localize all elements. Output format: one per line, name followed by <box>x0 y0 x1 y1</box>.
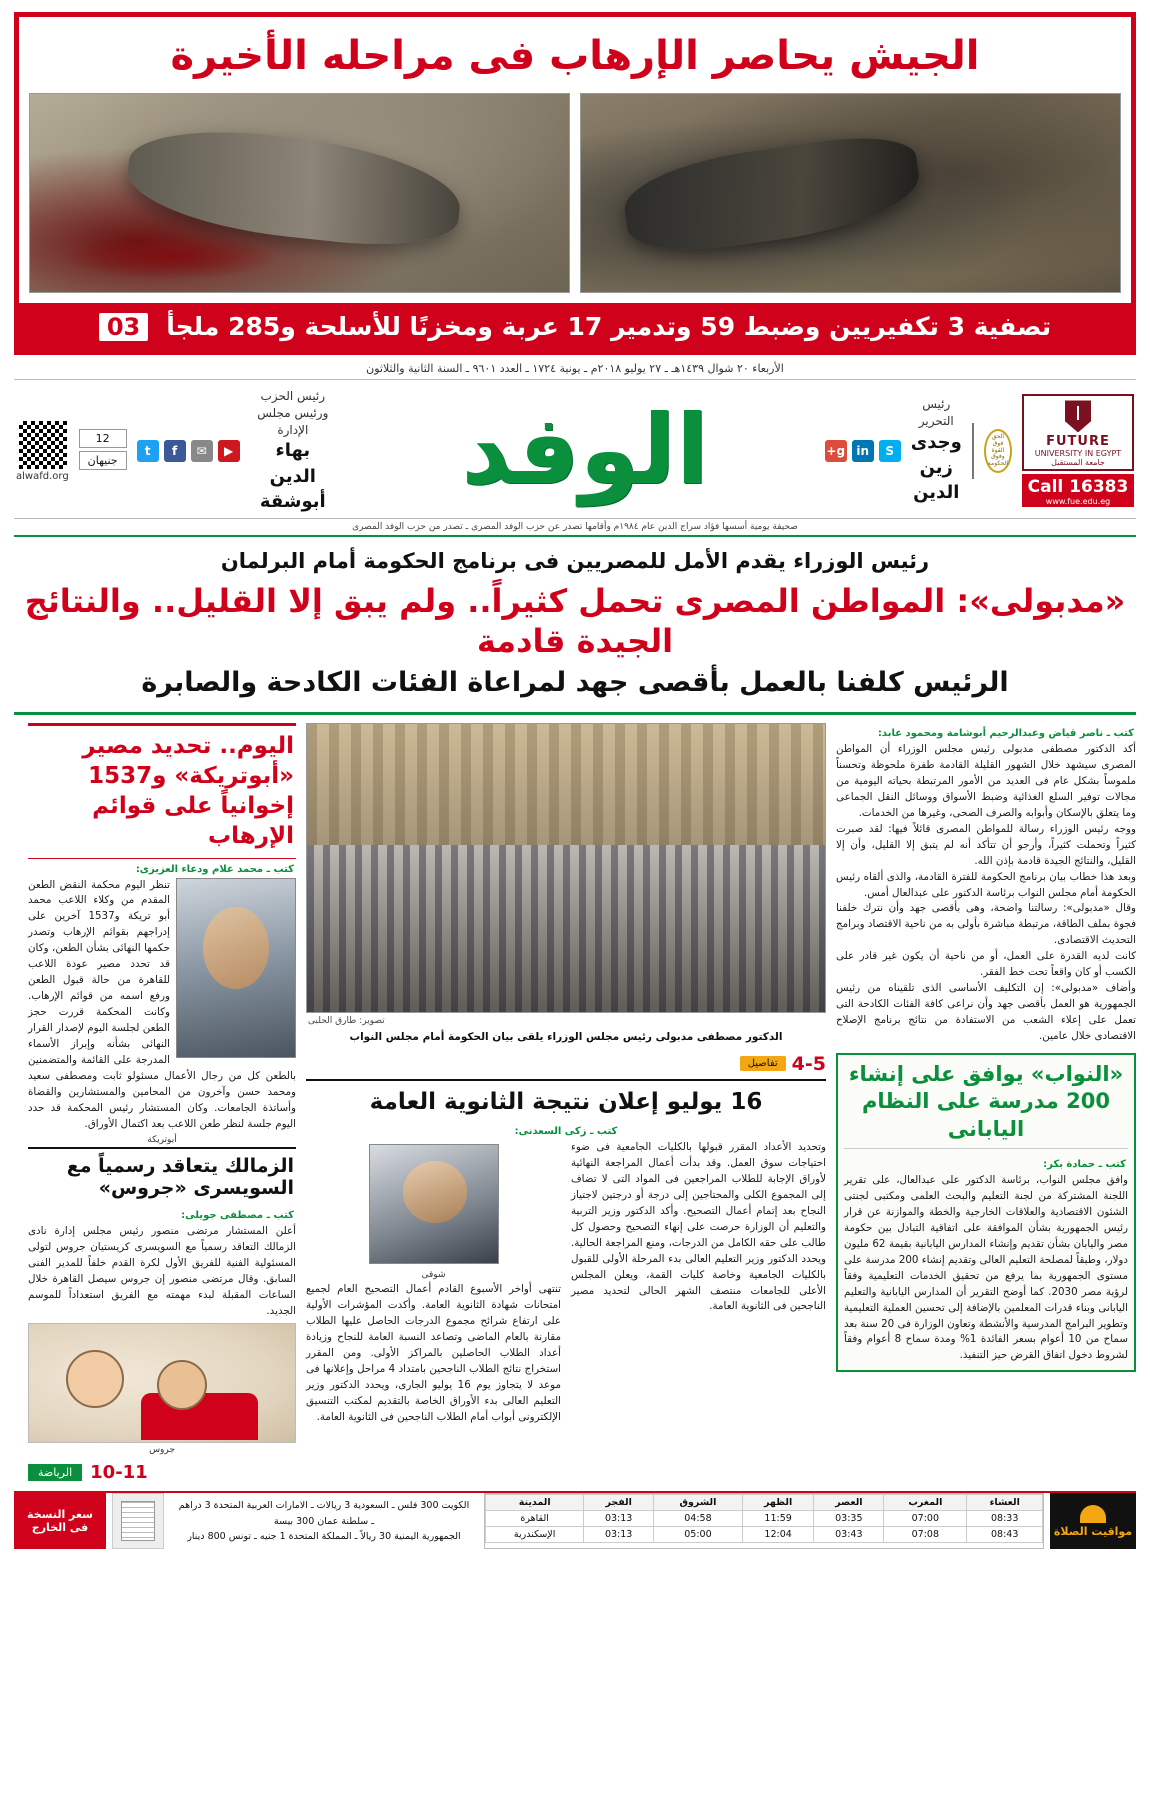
university-name: FUTURE <box>1046 434 1110 450</box>
price-label: جنيهان <box>79 451 127 470</box>
prayer-times-label: مواقيت الصلاة <box>1053 1524 1133 1538</box>
masthead-ad-block <box>826 394 1134 507</box>
banner-strip-page: 03 <box>99 313 148 341</box>
youtube-icon[interactable]: ▶ <box>218 440 240 462</box>
cartoon-face-1 <box>66 1350 124 1408</box>
left-body-5: كانت لديه القدرة على العمل، أو من ناحية أن يكون غير قادر على الكسب أو كان واقعاً تحت خط الفقر. <box>836 950 1136 979</box>
foreign-prices <box>170 1493 478 1549</box>
zamalek-body: أعلن المستشار مرتضى منصور رئيس مجلس إدارة نادى الزمالك التعاقد رسمياً مع السويسرى كريستيان جروس لتولى المسئولية الفنية للفريق الأول لكرة القدم خلفاً للمدير الفنى السابق. وقال مرتضى منصور إن جروس سيصل القاهرة خلال الساعات المقبلة لبدء مهمته مع الفريق استعداداً للموسم الجديد. <box>28 1224 296 1317</box>
photo-caption: الدكتور مصطفى مدبولى رئيس مجلس الوزراء يلقى بيان الحكومة أمام مجلس النواب <box>349 1030 783 1043</box>
university-logo[interactable] <box>1022 394 1134 471</box>
cell-sunrise: 04:58 <box>654 1511 743 1527</box>
prayer-th-sunrise: الشروق <box>654 1495 743 1511</box>
prayer-header-row <box>486 1495 1043 1511</box>
center-column <box>306 723 826 1426</box>
details-pill: تفاصيل <box>740 1056 786 1071</box>
abutrika-portrait <box>176 878 296 1058</box>
details-tag[interactable] <box>306 1049 826 1079</box>
editor-block <box>911 396 962 505</box>
thanaweya-headline: 16 يوليو إعلان نتيجة الثانوية العامة <box>306 1079 826 1121</box>
masthead-title-block <box>346 394 824 507</box>
left-body-2: ووجه رئيس الوزراء رسالة للمواطن المصرى قائلاً فيها: لقد صبرت كثيراً وتحملت كثيراً، وأرجو أن تتأكد أنه لم يتبق إلا القليل، وأن إلا القليل، والنتائج الجيدة قادمة بإذن الله. <box>836 822 1136 867</box>
prayer-th-fajr: الفجر <box>584 1495 654 1511</box>
left-body-4: وقال «مدبولى»: رسالتنا واضحة، وهى بأقصى جهد وأن نترك خلفنا فجوة بملف الطاقة، مرتبطة مباشرة بأولى به من ناحية الاقتصاد وبرامج التحديث الاقتصادى. <box>836 902 1136 947</box>
thanaweya-text-2: وتحديد الأعداد المقرر قبولها بالكليات الجامعية فى ضوء احتياجات سوق العمل. وقد بدأت أعمال المراجعة النهائية لأوراق الإجابة للطلاب المراجعين فى المواد التى لا تضاف إلى المجموع الكلى والمحتاجين إلى درجة أو درجتين لاجتياز النجاح بعد إتمام أعمال التصحيح. وأكد الدكتور وزير التربية والتعليم أن الوزارة حرصت على إنهاء التصحيح وحصول كل طالب على حقه الكامل من الدرجات، ومنع المراجعة الحالية. ويحدد الدكتور وزير التعليم العالى بدء المرحلة الأولى للقبول بالكليات الجامعية وخاصة كليات القمة، ويعلن المجلس الأعلى للجامعات منتصف الشهر الحالى لتحديد مصير الناجحين فى الثانوية العامة. <box>571 1140 826 1313</box>
website-url[interactable]: alwafd.org <box>16 471 69 483</box>
cell-maghrib: 07:00 <box>884 1511 967 1527</box>
zamalek-headline: الزمالك يتعاقد رسمياً مع السويسرى «جروس» <box>28 1147 296 1205</box>
cell-fajr: 03:13 <box>584 1527 654 1543</box>
prices-line-1: الكويت 300 فلس ـ السعودية 3 ريالات ـ الامارات العربية المتحدة 3 دراهم ـ سلطنة عمان 300 بيسة <box>178 1500 470 1527</box>
editor-role: رئيس التحرير <box>918 397 954 429</box>
call-box[interactable] <box>1022 474 1134 507</box>
abutrika-caption: أبوتريكة <box>147 1134 177 1145</box>
cell-maghrib: 07:08 <box>884 1527 967 1543</box>
minister-caption: شوقى <box>421 1269 446 1280</box>
banner-photo-left <box>580 93 1121 293</box>
mail-icon[interactable]: ✉ <box>191 440 213 462</box>
cell-asr: 03:35 <box>814 1511 884 1527</box>
prayer-times-table <box>484 1493 1044 1549</box>
skype-icon[interactable]: S <box>879 440 901 462</box>
cell-fajr: 03:13 <box>584 1511 654 1527</box>
cell-city: الإسكندرية <box>486 1527 584 1543</box>
table-row <box>486 1511 1043 1527</box>
mosque-icon <box>1080 1505 1106 1523</box>
chairman-name: بهاء الدين أبوشقة <box>259 440 326 512</box>
japan-schools-body: وافق مجلس النواب، برئاسة الدكتور على عبدالعال، على تقرير اللجنة المشتركة من لجنة التعليم والبحث العلمى ومكتبى لجنتى الشئون الاقتصادية والعلاقات الخارجية والخطة والموازنة عن قرار رئيس الجمهورية بشأن الموافقة على اتفاقية التبادل بين حكومة مصر واليابان بشأن تقديم وإنشاء المدارس اليابانية بقيمة 62 مليون دولار، وطبقاً لمصلحة التعليم العالى وتقديم إنشاء 200 مدرسة على مستوى الجمهورية بما يرفع من تحقيق الخدمات التعليمية وفقاً لرؤية مصر 2030. كما أوضح التقرير أن المدارس اليابانية والتعليم اليابانى وبناء قدرات المعلمين بالإضافة إلى تحسين العملية التعليمية وتطوير البرامج المدرسية والأنشطة وتعاون الوزارة فى 20 سنة بعد سماح من 10 أعوام بسعر الفائدة 1% ومدة سماح 8 أعوام وفقاً لشروط دخول اتفاق القرض حيز التنفيذ. <box>844 1173 1128 1362</box>
sports-tag[interactable] <box>28 1457 296 1483</box>
left-column <box>836 723 1136 1372</box>
parliament-photo <box>306 723 826 1013</box>
cell-asr: 03:43 <box>814 1527 884 1543</box>
pages-count: 12 <box>79 429 127 448</box>
sports-pages: 10-11 <box>90 1462 148 1484</box>
left-body-1: أكد الدكتور مصطفى مدبولى رئيس مجلس الوزراء أن المواطن المصرى سيشهد خلال الشهور القليلة القادمة طفرة ملحوظة وتحسناً ملموساً بشكل عام فى العديد من الأمور المرتبطة بحياته اليومية من مجالات توفير السلع الغذائية وضبط الأسواق ووسائل النقل الجماعى وما يتعلق بالإسكان وأبوابه والصرف الصحى، وغيرها من الخدمات. <box>836 742 1136 819</box>
cell-sunrise: 05:00 <box>654 1527 743 1543</box>
banner-strip <box>19 303 1131 350</box>
abutrika-byline: كتب ـ محمد علام ودعاء العزيزى: <box>135 863 294 875</box>
divider <box>14 712 1136 715</box>
prayer-th-dhuhr: الظهر <box>742 1495 814 1511</box>
thanaweya-col-2 <box>571 1140 826 1426</box>
banner-photo-row <box>29 93 1121 303</box>
prayer-times-logo <box>1050 1493 1136 1549</box>
sports-pill: الرياضة <box>28 1464 82 1481</box>
thanaweya-text-1: تنتهى أواخر الأسبوع القادم أعمال التصحيح العام لجميع امتحانات شهادة الثانوية العامة. وأكدت المؤشرات الأولية على ارتفاع شرائح مجموع الدرجات الحاصل عليها الطلاب مقارنة بالعام الماضى وتصاعد النسبة العامة للنجاح وزيادة أعداد الطلاب الحاصلين بالمراكز الأولى. ومن المقرر استخراج نتائج الطلاب الناجحين بامتداد 4 مراحل وإعلانها فى موعد لا يتجاوز يوم 16 يوليو الجارى، ويحدد الدكتور وزير التعليم العالى بدء الأوراق الخاصة بالتقديم لمكتب التنسيق الإلكترونى أبواب أمام الطلاب الناجحين فى الثانوية العامة. <box>306 1282 561 1423</box>
banner-strip-text: تصفية 3 تكفيريين وضبط 59 وتدمير 17 عربة ومخزنًا للأسلحة و285 ملجأ <box>166 312 1052 341</box>
facebook-icon[interactable]: f <box>164 440 186 462</box>
university-url[interactable]: www.fue.edu.eg <box>1045 497 1111 507</box>
banner-headline: الجيش يحاصر الإرهاب فى مراحله الأخيرة <box>170 33 980 79</box>
japan-schools-byline: كتب ـ حمادة بكر: <box>1043 1158 1126 1170</box>
motto-badge: الحق فوق القوة وفوق الحكومة <box>984 429 1012 473</box>
chairman-block <box>250 388 336 514</box>
prayer-th-isha: العشاء <box>967 1495 1043 1511</box>
minister-portrait <box>369 1144 499 1264</box>
social-links-left <box>825 440 901 462</box>
university-sub-ar: جامعة المستقبل <box>1051 458 1105 468</box>
japan-schools-headline: «النواب» يوافق على إنشاء 200 مدرسة على النظام اليابانى <box>848 1062 1124 1141</box>
prayer-th-asr: العصر <box>814 1495 884 1511</box>
prayer-th-maghrib: المغرب <box>884 1495 967 1511</box>
cell-dhuhr: 11:59 <box>742 1511 814 1527</box>
newspaper-icon <box>112 1493 164 1549</box>
thanaweya-byline: كتب ـ زكى السعدنى: <box>514 1125 618 1137</box>
banner-photo-right <box>29 93 570 293</box>
details-pages: 4-5 <box>791 1052 826 1075</box>
call-number: 16383 <box>1069 477 1129 498</box>
linkedin-icon[interactable]: in <box>852 440 874 462</box>
lead-kicker: رئيس الوزراء يقدم الأمل للمصريين فى برنامج الحكومة أمام البرلمان <box>220 548 930 573</box>
lead-headline: «مدبولى»: المواطن المصرى تحمل كثيراً.. ولم يبق إلا القليل.. والنتائج الجيدة قادمة <box>24 581 1126 660</box>
photo-credit: تصوير: طارق الحلبى <box>308 1015 385 1026</box>
main-content <box>14 723 1136 1484</box>
editor-name: وجدى زين الدين <box>910 431 962 504</box>
googleplus-icon[interactable]: g+ <box>825 440 847 462</box>
shield-icon <box>1065 400 1091 432</box>
cell-city: القاهرة <box>486 1511 584 1527</box>
cell-isha: 08:43 <box>967 1527 1043 1543</box>
top-banner <box>14 12 1136 355</box>
cartoon-face-2 <box>157 1360 207 1410</box>
call-label: Call <box>1027 477 1064 498</box>
dateline: الأربعاء ٢٠ شوال ١٤٣٩هـ ـ ٢٧ يوليو ٢٠١٨م ـ يونية ١٧٢٤ ـ العدد ٩٦٠١ ـ السنة الثانية والثلاثون <box>14 355 1136 380</box>
abutrika-body: تنظر اليوم محكمة النقض الطعن المقدم من وكلاء اللاعب محمد أبو تريكة و1537 آخرين على إدراجهم بقوائم الإرهاب وتصدر حكمها النهائى بشأن الطعن، وكان قد تحدد مصير عودة اللاعب للقاهرة من حالة قبول الطعن ورفع اسمه من قوائم الإرهاب. وكانت المحكمة قررت حجز الطعن لجلسة اليوم لإصدار القرار النهائى بشأنه وإبراز الأسماء المدرجة على القائمة والمتضمنين بالطعن كل من رجال الأعمال مسئولو ثابت ومصطفى سعيد ومحمد حسن وآخرون من المحامين والمستشارين والقضاة وأساتذة الجامعات. وكان المستشار رئيس المحكمة قد حدد اليوم جلسة لنظر طعن اللاعب بعد اكتمال الأوراق. <box>28 878 296 1130</box>
masthead <box>14 380 1136 518</box>
chairman-role: رئيس الحزب ورئيس مجلس الإدارة <box>257 389 329 437</box>
right-column <box>28 723 296 1484</box>
left-byline: كتب ـ ناصر قياض وعبدالرحيم أبوشامة ومحمود عابد: <box>877 727 1134 739</box>
lead-subhead: الرئيس كلفنا بالعمل بأقصى جهد لمراعاة الفئات الكادحة والصابرة <box>141 666 1009 698</box>
left-body-3: وبعد هذا خطاب بيان برنامج الحكومة للفترة القادمة، والذى ألقاه رئيس الحكومة أمام مجلس النواب برئاسة الدكتور على عبدالعال أمس. <box>836 870 1136 899</box>
table-row <box>486 1527 1043 1543</box>
zamalek-byline: كتب ـ مصطفى جويلى: <box>181 1209 294 1221</box>
zamalek-cartoon <box>28 1323 296 1443</box>
editor-portrait <box>972 423 974 479</box>
masthead-chairman-block <box>16 388 336 514</box>
newspaper-title: الوفد <box>461 394 709 507</box>
twitter-icon[interactable]: t <box>137 440 159 462</box>
pages-box <box>79 429 127 473</box>
cartoon-caption: جروس <box>149 1445 175 1456</box>
thanaweya-columns <box>306 1140 826 1426</box>
qr-code-icon[interactable] <box>17 419 69 471</box>
cell-isha: 08:33 <box>967 1511 1043 1527</box>
page-footer <box>14 1491 1136 1549</box>
cell-dhuhr: 12:04 <box>742 1527 814 1543</box>
university-sub: UNIVERSITY IN EGYPT <box>1034 449 1122 459</box>
masthead-footline: صحيفة يومية أسسها فؤاد سراج الدين عام ١٩٨٤م وأقامها تصدر عن حزب الوفد المصرى ـ تصدر من حزب الوفد المصرى <box>14 518 1136 537</box>
thanaweya-col-1 <box>306 1140 561 1426</box>
prayer-th-city: المدينة <box>486 1495 584 1511</box>
prices-line-2: الجمهورية اليمنية 30 ريالاً ـ المملكة المتحدة 1 جنيه ـ تونس 800 دينار <box>187 1530 461 1542</box>
left-body-6: وأضاف «مدبولى»: إن التكليف الأساسى الذى تلقيناه من رئيس الجمهورية هو العمل بأقصى جهد وأن نراعى كافة الفئات الكادحة التى تعمل على إعلاء الشعب من الاستفادة من نتائج برنامج الإصلاح الاقتصادى خلال عامين. <box>836 982 1136 1043</box>
abutrika-headline: اليوم.. تحديد مصير «أبوتريكة» و1537 إخوانياً على قوائم الإرهاب <box>28 723 296 859</box>
price-badge: سعر النسخة فى الخارج <box>14 1493 106 1549</box>
social-links-right <box>137 440 240 462</box>
japan-schools-box <box>836 1053 1136 1372</box>
